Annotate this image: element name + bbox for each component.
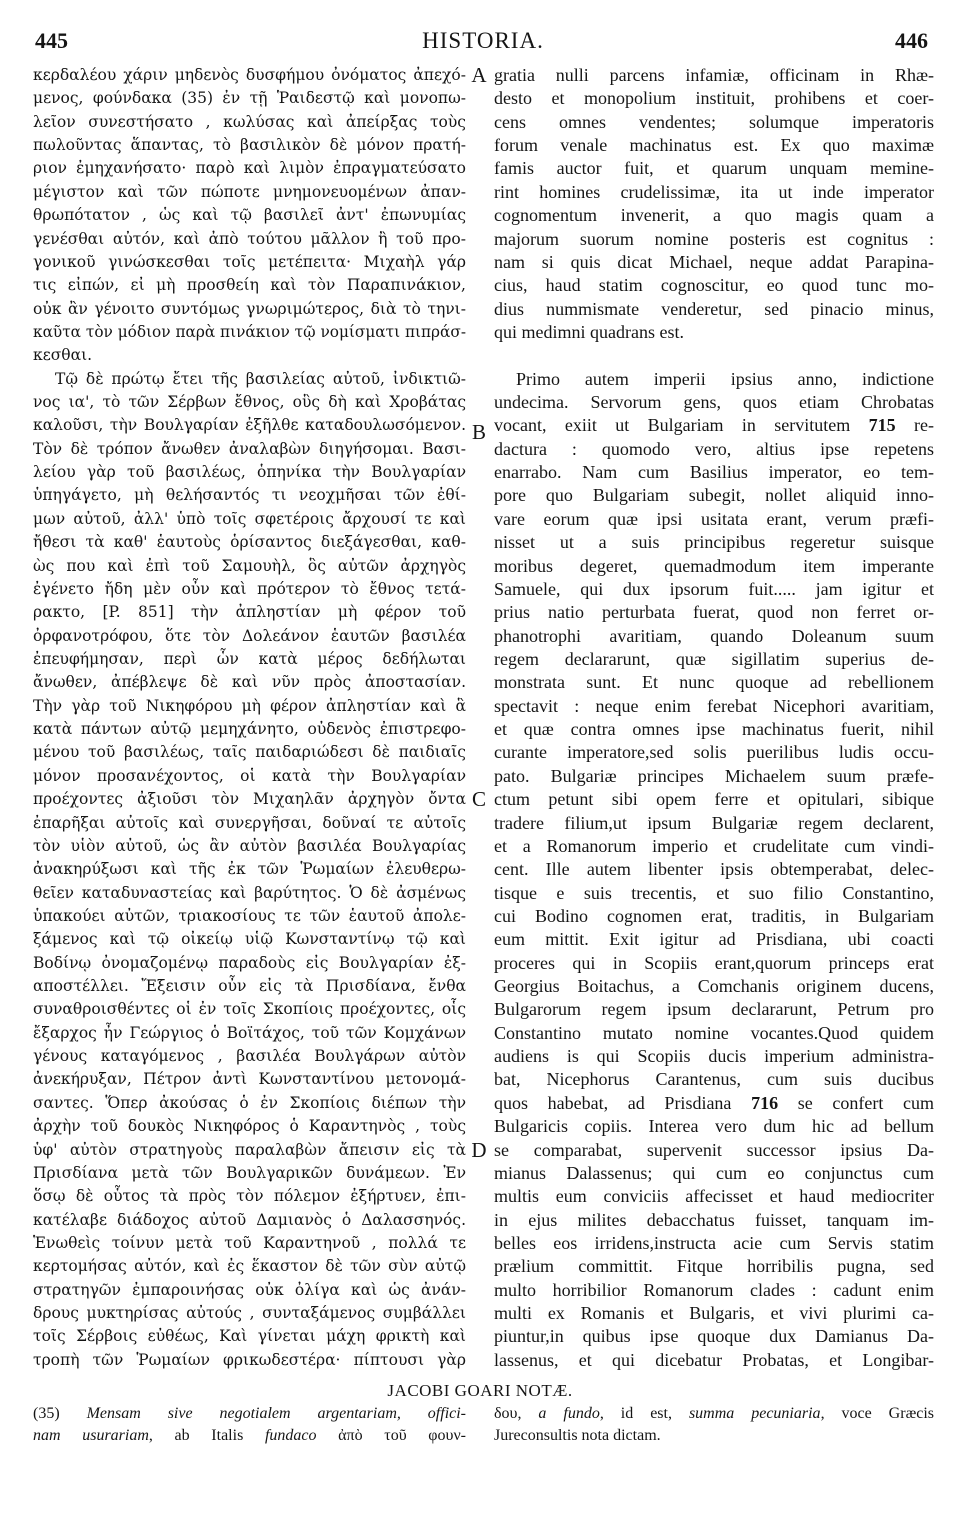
greek-line-text: τὸν υἱὸν αὐτοῦ, ὡς ἂν αὐτὸν βασιλέα Βουλγαρίας — [33, 836, 466, 855]
greek-line — [33, 1162, 466, 1185]
greek-line-text: οὐκ ἂν γένοιτο συντόμως γνωριμώτερος, διὰ τὸ τηνι- — [33, 299, 466, 318]
latin-line — [494, 204, 934, 227]
greek-line — [33, 228, 466, 251]
greek-line — [33, 1255, 466, 1278]
greek-line — [33, 391, 466, 414]
greek-line — [33, 952, 466, 975]
greek-line — [33, 157, 466, 180]
latin-line — [494, 134, 934, 157]
latin-line-text: bat, Nicephorus Carantenus, cum suis ducibus — [494, 1069, 934, 1090]
note-line-text — [494, 1425, 661, 1447]
note-line-text — [494, 1403, 934, 1425]
latin-line — [494, 952, 934, 975]
latin-line — [494, 578, 934, 601]
latin-line — [494, 484, 934, 507]
latin-line-text: cent. Ille autem libenter ipsis obtemperabat, delec- — [494, 859, 934, 880]
greek-line-text: καῦτα τὸν μόδιον παρὰ πινάκιον τῷ νομίσματι πιπράσ- — [33, 322, 466, 341]
greek-line — [33, 111, 466, 134]
greek-line — [33, 368, 466, 391]
greek-line-text: γενέσθαι αὐτόν, καὶ ἀπὸ τούτου μᾶλλον ἢ τοῦ προ- — [33, 229, 466, 248]
latin-line-text: desto et monopolium instituit, prohibens et coer- — [494, 88, 934, 109]
latin-line-text: Constantino mutato nomine vocantes.Quod quidem — [494, 1022, 934, 1043]
latin-line-text: tisque e suis trecentis, et suo filio Constantino, — [494, 882, 934, 903]
latin-line — [494, 625, 934, 648]
greek-line-text: Πρισδίανα μετὰ τῶν Βουλγαρικῶν δυνάμεων. Ἐν — [33, 1163, 466, 1182]
latin-line — [494, 368, 934, 391]
latin-line-text — [494, 414, 934, 437]
greek-line-text: ἀνεκήρυξαν, Πέτρον ἀντὶ Κωνσταντίνου μετονομά- — [33, 1070, 466, 1089]
greek-line — [33, 1325, 466, 1348]
latin-line-text: qui medimni quadrans est. — [494, 321, 684, 342]
greek-line-text: κερδαλέου χάριν μηδενὸς δυσφήμου ὀνόματος ἀπεχό- — [33, 66, 466, 84]
latin-line-text: Bulgaricis copiis. Interea vero dum hic ad bellum — [494, 1116, 934, 1137]
greek-line — [33, 625, 466, 648]
text-segment: vocant, exiit ut Bulgariam in servitutem — [494, 415, 869, 436]
latin-line — [494, 1162, 934, 1185]
latin-line — [494, 414, 934, 437]
latin-line — [494, 64, 934, 87]
latin-line-text: Samuele, qui dux ipsorum fuit..... jam igitur et — [494, 578, 934, 599]
greek-line-text: ὑπηγάγετο, μὴ θελήσαντός τι νεοχμῆσαι τῶν ἐθί- — [33, 486, 466, 505]
latin-line-text: multi ex Romanis et Bulgaris, et vivi plurimi ca- — [494, 1303, 934, 1324]
latin-line — [494, 321, 934, 344]
latin-line — [494, 1255, 934, 1278]
greek-line — [33, 531, 466, 554]
latin-line-text: Georgius Boitachus, a Comchanis originem ducens, — [494, 976, 934, 997]
greek-line — [33, 1209, 466, 1232]
latin-line-text: cius, haud statim cognoscitur, eo quod tunc mo- — [494, 275, 934, 296]
latin-line — [494, 718, 934, 741]
greek-line-text: λεῖον συνεστήσατο , κωλύσας καὶ ἀπείρξας τοὺς — [33, 112, 466, 131]
greek-line-text: Βοδίνῳ ὀνομαζομένῳ παραδοὺς εἰς Βουλγαρίαν ἐξ- — [33, 953, 466, 972]
latin-line — [494, 391, 934, 414]
latin-line — [494, 181, 934, 204]
margin-letter-c: C — [471, 787, 486, 811]
greek-line-text: ἐγένετο ἤδη μὲν οὖν καὶ πρότερον τὸ ἔθνος τετά- — [33, 579, 466, 598]
greek-line — [33, 344, 466, 367]
latin-line-text: pore quo Bulgariam subegit, nollet aliquid inno- — [494, 485, 934, 506]
latin-line-text: proceres qui in Scopiis erant,quorum princeps erat — [494, 952, 934, 973]
note-line-text — [33, 1403, 466, 1425]
greek-line — [33, 484, 466, 507]
latin-line — [494, 1232, 934, 1255]
latin-line — [494, 788, 934, 811]
greek-line-text: ἤθεσι τὰ καθ' ἑαυτοὺς ὁρίσαντος διεξάγεσθαι, καθ- — [33, 533, 466, 552]
greek-line-text: προέχοντες ἀξιοῦσι τὸν Μιχαηλᾶν ἀρχηγὸν ὄντα — [33, 790, 466, 809]
greek-line — [33, 858, 466, 881]
latin-line — [494, 461, 934, 484]
latin-line — [494, 1115, 934, 1138]
greek-line — [33, 181, 466, 204]
latin-line — [494, 1279, 934, 1302]
latin-line — [494, 1045, 934, 1068]
latin-line — [494, 882, 934, 905]
greek-line-text: κεσθαι. — [33, 346, 93, 365]
greek-paragraph — [33, 64, 466, 368]
latin-line — [494, 765, 934, 788]
latin-line — [494, 648, 934, 671]
latin-line — [494, 1302, 934, 1325]
latin-line-text: enarrabo. Nam cum Basilius imperator, eo tem- — [494, 462, 934, 483]
greek-line-text: ὑφ' αὐτὸν στρατηγοὺς παραλαβὼν ἄπεισιν εἰς τὰ — [33, 1140, 466, 1159]
greek-paragraph — [33, 368, 466, 1372]
latin-line-text: cens omnes vendentes; solumque imperatoris — [494, 111, 934, 132]
latin-line — [494, 1349, 934, 1372]
latin-line-text: in ejus milites debacchatus fuisset, tanquam im- — [494, 1209, 934, 1230]
greek-line — [33, 1349, 466, 1372]
greek-line — [33, 882, 466, 905]
greek-line — [33, 1092, 466, 1115]
latin-line-text: mianus Dalassenus; qui cum eo conjunctus cum — [494, 1162, 934, 1183]
latin-line-text: spectavit : neque enim ferebat Nicephori avaritiam, — [494, 695, 934, 716]
greek-line-text: ἔξαρχος ἦν Γεώργιος ὁ Βοϊτάχος, τοῦ τῶν Κομχάνων — [33, 1023, 466, 1042]
note-column-right — [494, 1403, 934, 1447]
latin-line-text: pato. Bulgariæ principes Michaelem suum præfe- — [494, 765, 934, 786]
greek-line-text: τροπὴ τῶν Ῥωμαίων φρικωδεστέρα· πίπτουσι γὰρ — [33, 1350, 466, 1369]
italic-text: Mensam sive negotialem argentariam, offici- — [86, 1405, 466, 1422]
latin-line-text: multo horribilior Romanorum clades : cadunt enim — [494, 1279, 934, 1300]
greek-line — [33, 508, 466, 531]
folio-number-right: 446 — [895, 28, 928, 53]
italic-text: fundaco — [264, 1427, 317, 1444]
greek-line-text: στρατηγῶν ἐμπαροινήσας οὐκ ὀλίγα καὶ ὡς ἀνάν- — [33, 1280, 466, 1299]
latin-line-text: se comparabat, supervenit successor ipsius Da- — [494, 1139, 934, 1160]
latin-line-text: dactura : quomodo vero, altius ipse repetens — [494, 438, 934, 459]
latin-line — [494, 905, 934, 928]
margin-letter-a: A — [471, 63, 487, 87]
bold-number: 715 — [868, 415, 896, 436]
greek-line — [33, 64, 466, 87]
latin-line — [494, 741, 934, 764]
greek-line — [33, 601, 466, 624]
greek-line-text: κερτομήσας αὐτόν, καὶ ἐς ἕκαστον δὲ τῶν σὺν αὐτῷ — [33, 1257, 466, 1276]
latin-line-text: phanotrophi avaritiam, quando Doleanum suum — [494, 625, 934, 646]
greek-line — [33, 1232, 466, 1255]
latin-line-text: lassenus, et qui dicebatur Probatas, et Longibar- — [494, 1349, 934, 1370]
greek-line-text: ἐπαρῆξαι αὐτοῖς καὶ συνεργῆσαι, δοῦναί τε αὐτοῖς — [33, 813, 466, 832]
latin-line-text: famis auctor fuit, et quarum unquam memine- — [494, 158, 934, 179]
italic-text: a fundo — [538, 1405, 600, 1422]
latin-line-text: regem declararunt, quæ sigillatim superius de- — [494, 648, 934, 669]
text-segment: δου, — [494, 1405, 539, 1422]
margin-letter-b: B — [471, 420, 486, 444]
greek-line-text: πωλοῦντας ἅπαντας, τὸ βασιλικὸν δὲ μόνον πρατή- — [33, 136, 466, 155]
greek-line-text: κατὰ πάντων αὐτῷ μεμηχάνητο, οὐδενὸς ἐπιστρεφο- — [33, 720, 466, 739]
latin-line-text: tradere filium,ut ipsum Bulgariæ regem declarent, — [494, 812, 934, 833]
latin-line-text: piuntur,in quibus ipse quoque dux Damianus Da- — [494, 1326, 934, 1347]
greek-line — [33, 274, 466, 297]
latin-line-text: Bulgarorum regem ipsum declararunt, Petrum pro — [494, 999, 934, 1020]
latin-line-text: nam si quis dicat Michael, neque addat Parapina- — [494, 251, 934, 272]
text-segment: , id est, — [599, 1405, 689, 1422]
greek-line-text: τοῖς Σέρβοις εὐθέως, Καὶ γίνεται μάχη φρικτὴ καὶ — [33, 1327, 466, 1346]
latin-line-text: gratia nulli parcens infamiæ, officinam in Rhæ- — [494, 65, 934, 85]
latin-line-text: audiens is qui Scopiis ducis imperium administra- — [494, 1046, 934, 1067]
text-segment: , ab Italis — [148, 1427, 265, 1444]
greek-line — [33, 905, 466, 928]
latin-line-text: vare eorum quæ ipsi usitata erant, verum præfi- — [494, 508, 934, 529]
latin-line-text: majorum suorum nomine posteris est cognitus : — [494, 228, 934, 249]
latin-line — [494, 1325, 934, 1348]
greek-line — [33, 204, 466, 227]
greek-line — [33, 251, 466, 274]
greek-line — [33, 578, 466, 601]
latin-line — [494, 157, 934, 180]
latin-line-text: cognomentum invenerit, a quo magis quam a — [494, 205, 934, 226]
latin-line — [494, 998, 934, 1021]
greek-line — [33, 414, 466, 437]
greek-line-text: μένου τοῦ βασιλέως, ταῖς παιδαριώδεσι δὲ παιδιαῖς — [33, 743, 466, 762]
latin-line — [494, 1139, 934, 1162]
greek-line — [33, 788, 466, 811]
note-line — [494, 1425, 934, 1447]
latin-line-text: ctum petunt sibi opem ferre et opitulari, sibique — [494, 789, 934, 810]
greek-line-text: Τὸν δὲ τρόπον ἄνωθεν ἀναλαβὼν διηγήσομαι. Βασι- — [33, 439, 466, 458]
note-line — [33, 1425, 466, 1447]
latin-line-text: nisset ut a suis principibus regeretur suisque — [494, 532, 934, 553]
greek-line-text: μέγιστον καὶ τῶν πώποτε μνημονευομένων ἀπαν- — [33, 182, 466, 201]
greek-line — [33, 1022, 466, 1045]
text-segment: (35) — [33, 1405, 87, 1422]
latin-line-text: dius nummismate venderetur, sed pinacio minus, — [494, 298, 934, 319]
greek-line — [33, 1302, 466, 1325]
greek-line — [33, 1139, 466, 1162]
greek-line-text: ὅσῳ δὲ οὗτος τὰ πρὸς τὸν πόλεμον ἐξήρτυεν, ἐπι- — [33, 1187, 466, 1206]
greek-line — [33, 998, 466, 1021]
greek-line-text: Ἑνωθεὶς τοίνυν μετὰ τοῦ Καραντηνοῦ , πολλά τε — [33, 1233, 466, 1252]
greek-line-text: θεῖεν καταδυναστείας καὶ βαρύτητος. Ὁ δὲ ἀσμένως — [33, 883, 466, 902]
greek-line-text: γονικοῦ γινώσκεσθαι τοῖς μετέπειτα· Μιχαὴλ γάρ — [33, 252, 466, 271]
latin-line — [494, 298, 934, 321]
greek-line — [33, 765, 466, 788]
greek-line — [33, 1279, 466, 1302]
greek-line — [33, 1045, 466, 1068]
latin-line — [494, 928, 934, 951]
greek-line — [33, 461, 466, 484]
latin-line — [494, 555, 934, 578]
latin-line — [494, 835, 934, 858]
text-segment: ἀπὸ τοῦ φουν- — [316, 1427, 466, 1444]
greek-line — [33, 1115, 466, 1138]
latin-line — [494, 671, 934, 694]
text-segment: se confert cum — [778, 1092, 934, 1113]
greek-line — [33, 87, 466, 110]
latin-line-text: prius natio perturbata fuerat, quod non ferret or- — [494, 602, 934, 623]
latin-line — [494, 274, 934, 297]
notes-heading: JACOBI GOARI NOTÆ. — [387, 1381, 573, 1400]
latin-line — [494, 1092, 934, 1115]
greek-line-text: δρους μυκτηρίσας αὐτούς , συνταξάμενος συμβάλλει — [33, 1304, 466, 1323]
latin-line-text: undecima. Servorum gens, quos etiam Chrobatas — [494, 392, 934, 413]
latin-line — [494, 251, 934, 274]
greek-line — [33, 1185, 466, 1208]
greek-line-text: γένους καταγόμενος , βασιλέα Βουλγάρων αὐτὸν — [33, 1047, 466, 1066]
text-segment: quos habebat, ad Prisdiana — [494, 1092, 752, 1113]
latin-line — [494, 531, 934, 554]
latin-line — [494, 975, 934, 998]
greek-line-text: Τὴν γὰρ τοῦ Νικηφόρου μὴ φέρον ἀπληστίαν καὶ ἃ — [33, 696, 466, 715]
text-segment: , voce Græcis — [820, 1405, 934, 1422]
folio-number-left: 445 — [35, 28, 68, 53]
greek-line — [33, 555, 466, 578]
latin-line-text: curante imperatore,sed solis puerilibus ludis occu- — [494, 742, 934, 763]
greek-line — [33, 134, 466, 157]
greek-line — [33, 741, 466, 764]
greek-line — [33, 835, 466, 858]
greek-line — [33, 321, 466, 344]
greek-line — [33, 928, 466, 951]
greek-line-text: ἀρχὴν τοῦ δουκὸς Νικηφόρος ὁ Καραντηνὸς , τοὺς — [33, 1117, 466, 1136]
latin-line — [494, 111, 934, 134]
latin-line-text: cui Bodino cognomen erat, traditis, in Bulgariam — [494, 905, 934, 926]
latin-line-text: rint homines crudelissimæ, ita ut inde imperator — [494, 181, 934, 202]
greek-line-text: μων αὐτοῦ, ἀλλ' ὑπὸ τοῖς σφετέροις ἄρχουσί τε καὶ — [33, 509, 466, 528]
latin-line-text: belles eos irridens,instructa acie cum Servis statim — [494, 1232, 934, 1253]
latin-line-text: et quæ contra omnes ipse machinatus fuerit, nihil — [494, 719, 934, 740]
greek-line-text: συναθροισθέντες οἱ ἐν τοῖς Σκοπίοις προέχοντες, οἷς — [33, 1000, 466, 1019]
latin-line — [494, 87, 934, 110]
greek-line-text: αποστέλλει. Ἔξεισιν οὖν εἰς τὰ Πρισδίανα, ἔνθα — [33, 977, 466, 996]
latin-line — [494, 1185, 934, 1208]
bold-number: 716 — [751, 1092, 779, 1113]
note-line-text — [33, 1425, 466, 1447]
latin-line-text — [494, 1092, 934, 1115]
latin-line — [494, 1022, 934, 1045]
greek-line-text: ἀνακηρύξωσι καὶ τῆς ἐκ τῶν Ῥωμαίων ἐλευθερω- — [33, 860, 466, 879]
latin-line-text: prælium committit. Fitque horribilis pugna, sed — [494, 1256, 934, 1277]
greek-line-text: ἐπευφήμησαν, περὶ ὧν κατὰ μέρος δεδήλωται — [33, 649, 466, 668]
latin-line-text: eum mittit. Exit igitur ad Prisdiana, ubi coacti — [494, 929, 934, 950]
greek-line-text: Τῷ δὲ πρώτῳ ἔτει τῆς βασιλείας αὐτοῦ, ἰνδικτιῶ- — [55, 369, 466, 388]
greek-line — [33, 695, 466, 718]
latin-line — [494, 1068, 934, 1091]
greek-line-text: σαντες. Ὅπερ ἀκούσας ὁ ἐν Σκοπίοις διέπων τὴν — [33, 1093, 466, 1112]
greek-line — [33, 438, 466, 461]
greek-line — [33, 298, 466, 321]
text-segment: re- — [895, 415, 934, 436]
latin-line-text: moribus degeret, quemadmodum item imperante — [494, 555, 934, 576]
greek-column — [33, 64, 466, 1372]
margin-letter-d: D — [471, 1138, 487, 1162]
greek-line-text: ρακτο, [P. 851] τὴν ἀπληστίαν μὴ φέρον τοῦ — [33, 603, 466, 622]
latin-line — [494, 438, 934, 461]
text-segment: Jureconsultis nota dictam. — [494, 1427, 661, 1444]
latin-line-text: et a Romanorum imperio et crudelitate cum vindi- — [494, 835, 934, 856]
greek-line-text: καλοῦσι, τὴν Βουλγαρίαν ἐξῆλθε καταδουλωσόμενον. — [33, 416, 466, 435]
greek-line — [33, 648, 466, 671]
note-line — [33, 1403, 466, 1425]
latin-line — [494, 858, 934, 881]
greek-line — [33, 718, 466, 741]
latin-line — [494, 601, 934, 624]
greek-line-text: νος ια', τὸ τῶν Σέρβων ἔθνος, οὓς δὴ καὶ Χροβάτας — [33, 393, 466, 412]
greek-line-text: κατέλαβε διάδοχος αὐτοῦ Δαμιανὸς ὁ Δαλασσηνός. — [33, 1210, 466, 1229]
latin-line — [494, 228, 934, 251]
latin-paragraph — [494, 64, 934, 344]
latin-line-text: Primo autem imperii ipsius anno, indictione — [516, 368, 934, 389]
greek-line — [33, 1068, 466, 1091]
greek-line-text: ὼς που καὶ ἐπὶ τοῦ Σαμουὴλ, ὃς αὐτῶν ἀρχηγὸς — [33, 556, 466, 575]
greek-line-text: μενος, φούνδακα (35) ἐν τῇ Ῥαιδεστῷ καὶ μονοπω- — [33, 89, 466, 108]
greek-line-text: τις εἰπών, εἰ μὴ προσθείη καὶ τὸν Παραπινάκιον, — [33, 276, 466, 295]
italic-text: summa pecuniaria — [688, 1405, 821, 1422]
latin-column — [494, 64, 934, 1372]
greek-line — [33, 975, 466, 998]
greek-line-text: ὀρφανοτρόφου, ὅτε τὸν Δολεάνον ἑαυτῶν βασιλέα — [33, 626, 466, 645]
greek-line-text: ξάμενος καὶ τῷ οἰκείῳ υἱῷ Κωνσταντίνῳ τῷ καὶ — [33, 930, 466, 949]
greek-line-text: θρωπότατον , ὡς καὶ τῷ βασιλεῖ ἀντ' ἐπωνυμίας — [33, 206, 466, 225]
italic-text: nam usurariam — [33, 1427, 149, 1444]
greek-line-text: λείου γὰρ τοῦ βασιλέως, ὁπηνίκα τὴν Βουλγαρίαν — [33, 463, 466, 482]
latin-line-text: forum venale machinatus est. Ex quo maximæ — [494, 135, 934, 156]
latin-line — [494, 695, 934, 718]
note-column-left — [33, 1403, 466, 1447]
latin-line-text: multis eum conviciis affecisset et haud mediocriter — [494, 1186, 934, 1207]
note-line — [494, 1403, 934, 1425]
greek-line-text: μόνον προσανέχοντος, οἱ κατὰ τὴν Βουλγαρίαν — [33, 766, 466, 785]
latin-line — [494, 1209, 934, 1232]
latin-line-text: monstrata sunt. Et nunc quoque ad rebellionem — [494, 672, 934, 693]
greek-line — [33, 812, 466, 835]
greek-line-text: ὑπακούει αὐτῶν, τριακοσίους τε τῶν ἑαυτοῦ ἀπολε- — [33, 906, 466, 925]
greek-line — [33, 671, 466, 694]
running-title: HISTORIA. — [422, 28, 544, 53]
latin-line — [494, 508, 934, 531]
greek-line-text: ἄνωθεν, ἀπέβλεψε δὲ καὶ νῦν πρὸς ἀποστασίαν. — [33, 673, 466, 692]
greek-line-text: ριον ἐμηχανήσατο· παρὸ καὶ λιμὸν ἐπραγματεύσατο — [33, 159, 466, 178]
latin-paragraph — [494, 368, 934, 1372]
latin-line — [494, 812, 934, 835]
